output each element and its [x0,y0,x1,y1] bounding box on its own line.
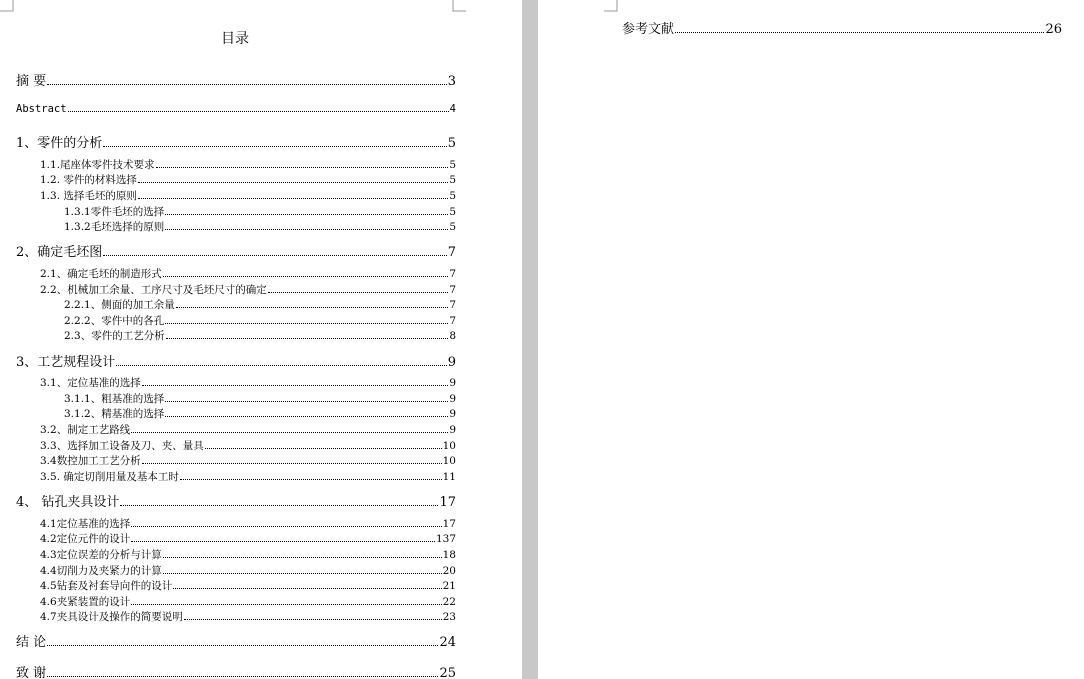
toc-entry[interactable]: 2.2、机械加工余量、工序尺寸及毛坯尺寸的确定 7 [40,284,456,296]
toc-entry[interactable]: 4.3定位误差的分析与计算 18 [40,549,456,561]
toc-entry[interactable]: 参考文献 26 [622,22,1062,37]
toc-title: 目录 [221,31,249,47]
page-corner-mark [604,0,618,12]
toc-entry[interactable]: 3.3、选择加工设备及刀、夹、量具 10 [40,440,456,452]
toc-entry[interactable]: 4.7夹具设计及操作的简要说明 23 [40,611,456,623]
toc-entry[interactable]: 1.2. 零件的材料选择 5 [40,174,456,186]
toc-entry[interactable]: 致 谢 25 [16,666,456,679]
toc-entry[interactable]: 3.1.2、精基准的选择 9 [64,408,456,420]
page-gap [522,0,538,679]
document-page-right [538,0,1084,679]
page-corner-mark [452,0,466,12]
toc-entry[interactable]: 3.1、定位基准的选择 9 [40,377,456,389]
toc-entry[interactable]: 3.2、制定工艺路线 9 [40,424,456,436]
toc-entry[interactable]: 1.3.1零件毛坯的选择 5 [64,206,456,218]
toc-entry[interactable]: 1、零件的分析 5 [16,136,456,151]
toc-entry[interactable]: 结 论 24 [16,635,456,650]
document-page-left [0,0,522,679]
toc-entry[interactable]: 4、 钻孔夹具设计 17 [16,495,456,510]
toc-entry[interactable]: 2.3、零件的工艺分析 8 [64,330,456,342]
page-corner-mark [0,0,14,12]
toc-entry[interactable]: 4.4切削力及夹紧力的计算 20 [40,565,456,577]
toc-entry[interactable]: 摘 要 3 [16,74,456,89]
toc-entry[interactable]: 2.2.1、侧面的加工余量 7 [64,299,456,311]
toc-entry[interactable]: 3.5. 确定切削用量及基本工时 11 [40,471,456,483]
toc-entry[interactable]: 4.2定位元件的设计 137 [40,533,456,545]
toc-entry[interactable]: 4.5钻套及衬套导向件的设计 21 [40,580,456,592]
toc-entry[interactable]: 3、工艺规程设计 9 [16,355,456,370]
toc-entry[interactable]: 2.1、确定毛坯的制造形式 7 [40,268,456,280]
toc-entry[interactable]: 2、确定毛坯图 7 [16,245,456,260]
toc-entry[interactable]: 1.3. 选择毛坯的原则 5 [40,190,456,202]
toc-entry[interactable]: 4.6夹紧装置的设计 22 [40,596,456,608]
toc-entry[interactable]: 3.4数控加工工艺分析 10 [40,455,456,467]
toc-entry[interactable]: Abstract 4 [16,103,456,115]
toc-entry[interactable]: 1.3.2毛坯选择的原则 5 [64,221,456,233]
toc-entry[interactable]: 4.1定位基准的选择 17 [40,518,456,530]
toc-entry[interactable]: 1.1.尾座体零件技术要求 5 [40,159,456,171]
toc-entry[interactable]: 3.1.1、粗基准的选择 9 [64,393,456,405]
toc-entry[interactable]: 2.2.2、零件中的各孔 7 [64,315,456,327]
